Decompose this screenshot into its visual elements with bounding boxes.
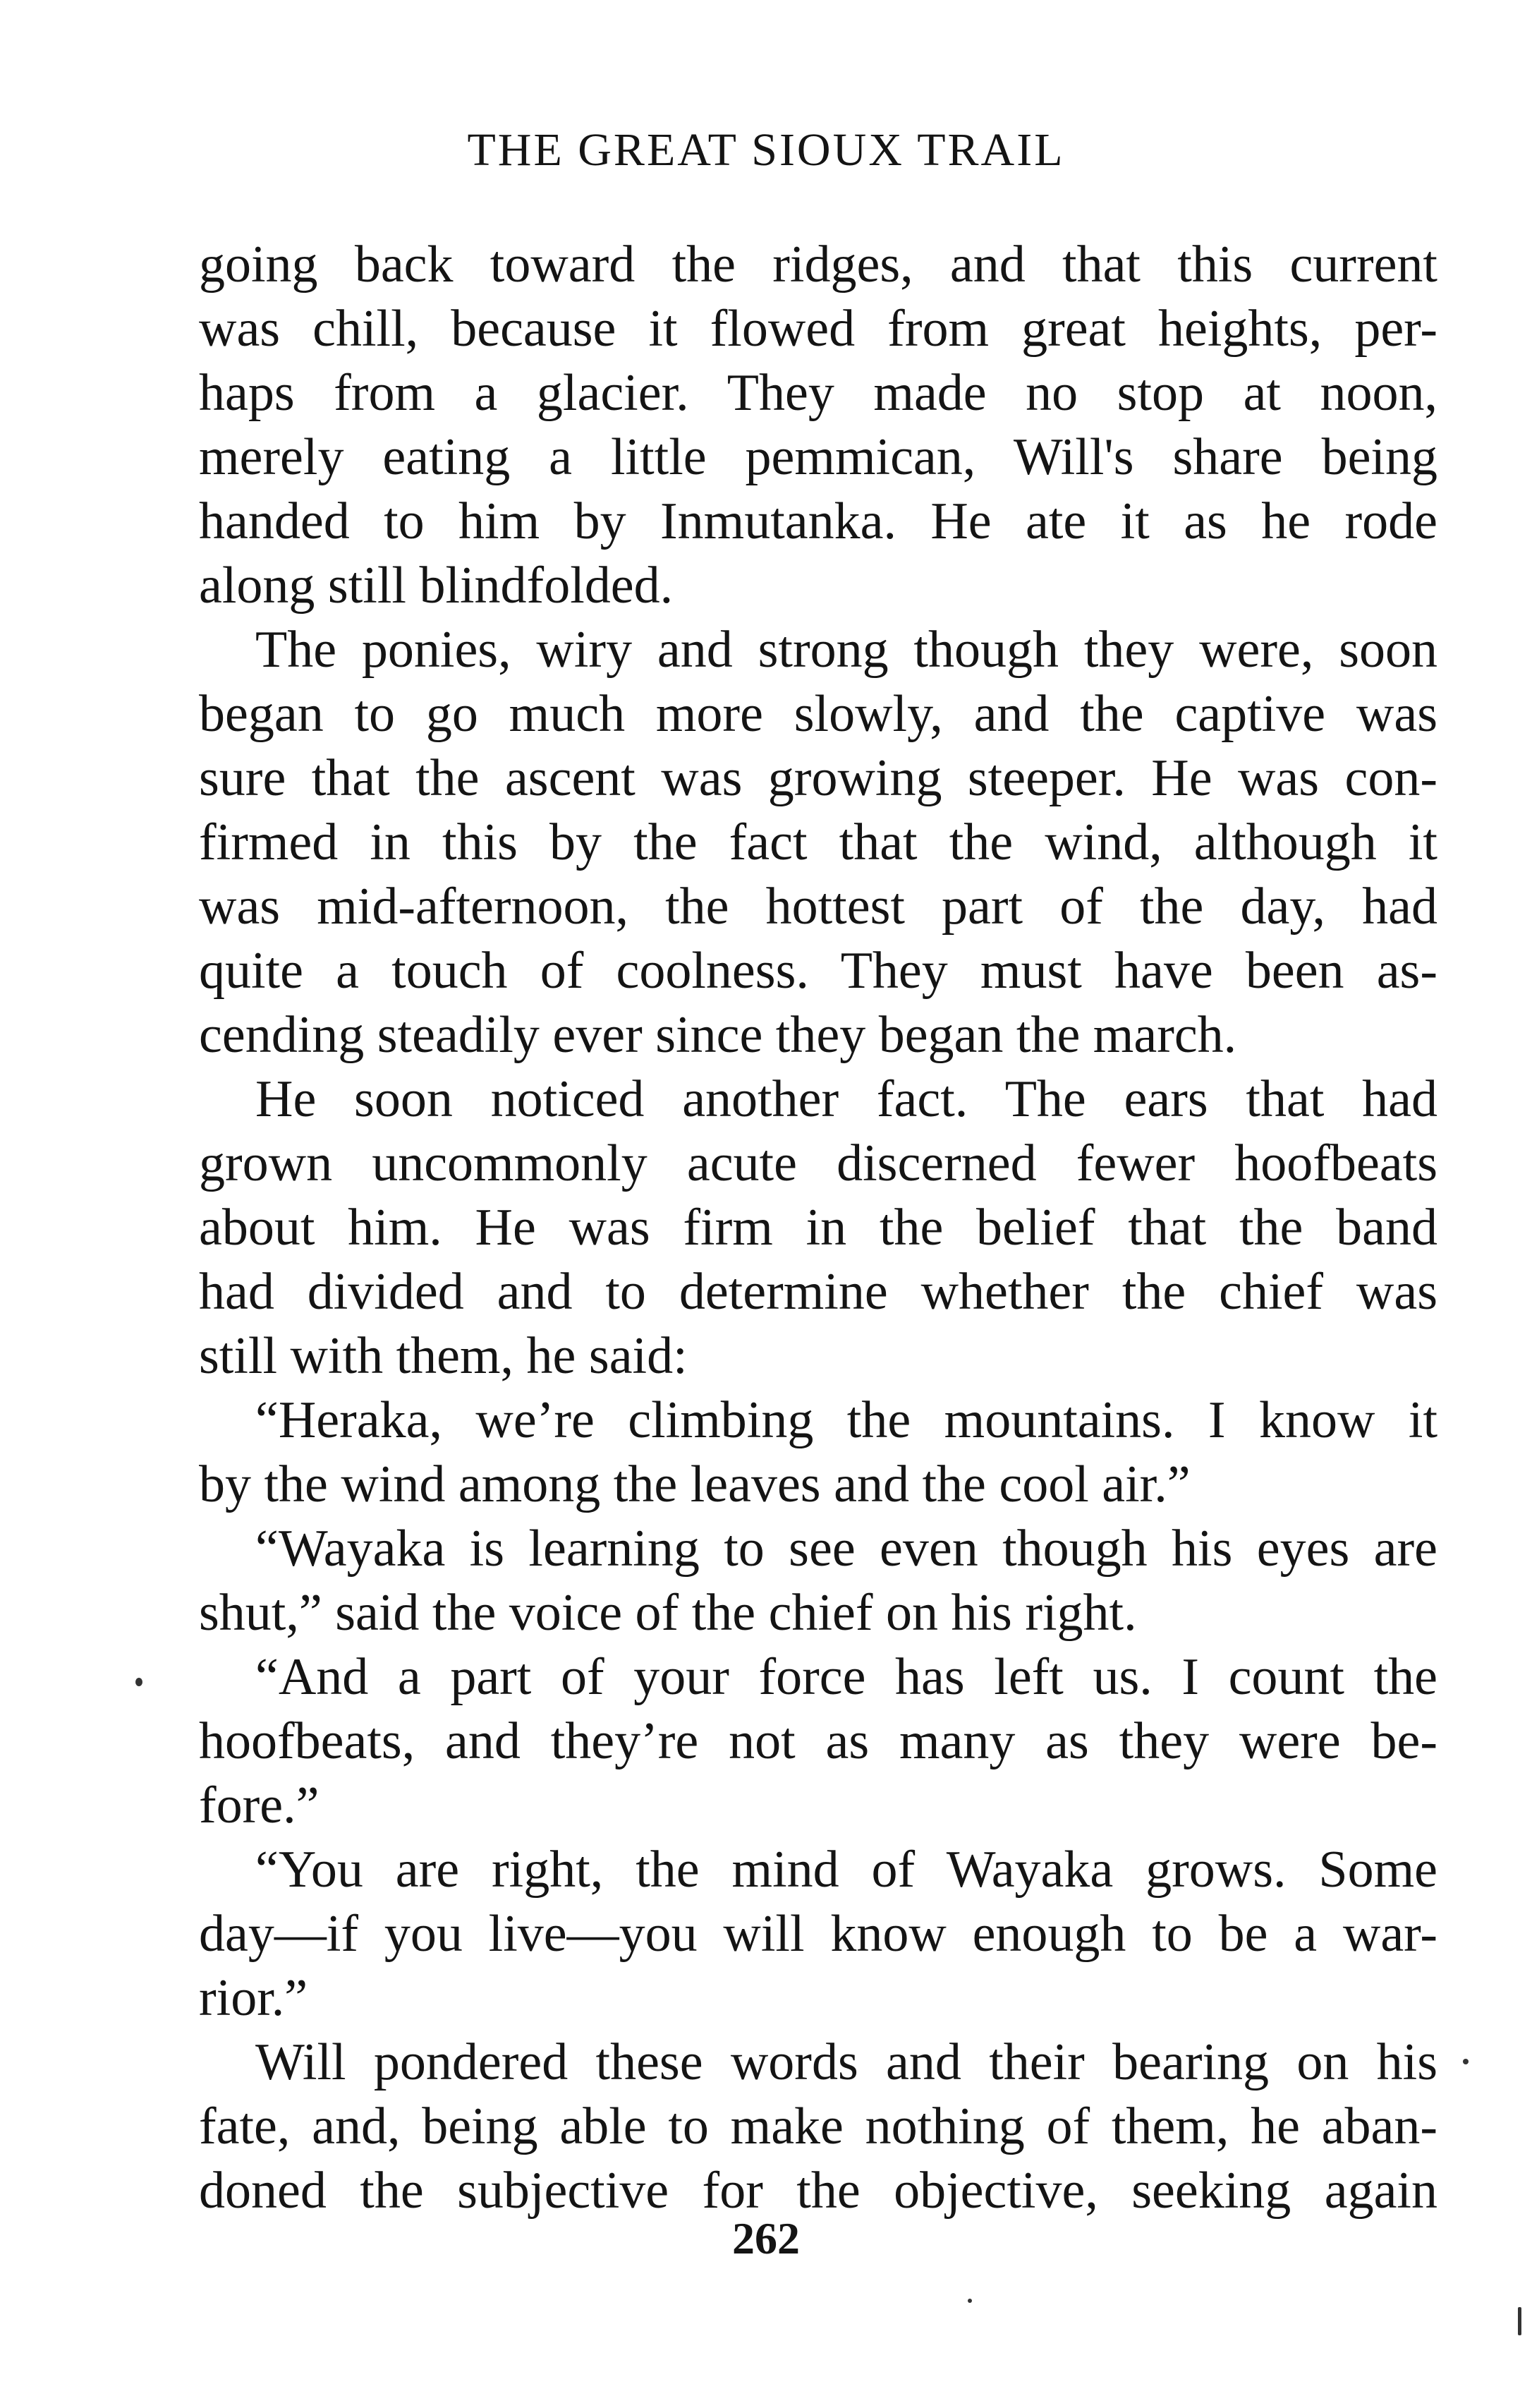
text-line: “And a part of your force has left us. I count the bbox=[255, 1648, 1437, 1706]
text-line: began to go much more slowly, and the captive was bbox=[199, 685, 1437, 743]
text-line: He soon noticed another fact. The ears that had bbox=[255, 1070, 1437, 1128]
text-line: merely eating a little pemmican, Will's share being bbox=[199, 428, 1437, 486]
text-line: about him. He was firm in the belief that the band bbox=[199, 1199, 1437, 1257]
text-line: grown uncommonly acute discerned fewer hoofbeats bbox=[199, 1135, 1437, 1192]
text-line: by the wind among the leaves and the cool air.” bbox=[199, 1456, 1191, 1513]
text-line: had divided and to determine whether the chief was bbox=[199, 1263, 1437, 1321]
text-line: was chill, because it flowed from great heights, per- bbox=[199, 300, 1437, 358]
text-line: hoofbeats, and they’re not as many as they were be- bbox=[199, 1712, 1437, 1770]
text-line: haps from a glacier. They made no stop at noon, bbox=[199, 364, 1437, 422]
text-line: day—if you live—you will know enough to be a war- bbox=[199, 1905, 1437, 1963]
text-line: Will pondered these words and their bearing on his bbox=[255, 2033, 1437, 2091]
text-line: fate, and, being able to make nothing of them, he aban- bbox=[199, 2098, 1437, 2155]
scan-speck bbox=[1463, 2059, 1469, 2064]
text-line: firmed in this by the fact that the wind, although it bbox=[199, 813, 1437, 871]
text-line: doned the subjective for the objective, seeking again bbox=[199, 2162, 1437, 2220]
text-line: “Heraka, we’re climbing the mountains. I know it bbox=[255, 1391, 1437, 1449]
text-line: sure that the ascent was growing steeper. He was con- bbox=[199, 749, 1437, 807]
text-line: quite a touch of coolness. They must have been as- bbox=[199, 942, 1437, 1000]
scan-speck bbox=[1518, 2307, 1521, 2335]
text-line: “Wayaka is learning to see even though his eyes are bbox=[255, 1520, 1437, 1578]
text-line: fore.” bbox=[199, 1777, 320, 1834]
text-line: rior.” bbox=[199, 1969, 308, 2027]
body-text bbox=[199, 233, 1437, 2223]
text-line: along still blindfolded. bbox=[199, 557, 674, 615]
text-line: shut,” said the voice of the chief on his right. bbox=[199, 1584, 1137, 1642]
scan-speck bbox=[968, 2299, 972, 2303]
scan-speck bbox=[135, 1678, 142, 1686]
text-line: The ponies, wiry and strong though they were, soon bbox=[255, 621, 1437, 679]
text-line: still with them, he said: bbox=[199, 1327, 688, 1385]
text-line: going back toward the ridges, and that this current bbox=[199, 236, 1437, 294]
text-line: handed to him by Inmutanka. He ate it as he rode bbox=[199, 492, 1437, 550]
page-number: 262 bbox=[732, 2213, 800, 2263]
text-line: “You are right, the mind of Wayaka grows. Some bbox=[255, 1841, 1437, 1899]
text-line: was mid-afternoon, the hottest part of the day, had bbox=[199, 878, 1437, 936]
text-line: cending steadily ever since they began the march. bbox=[199, 1006, 1237, 1064]
running-head: THE GREAT SIOUX TRAIL bbox=[467, 124, 1065, 176]
